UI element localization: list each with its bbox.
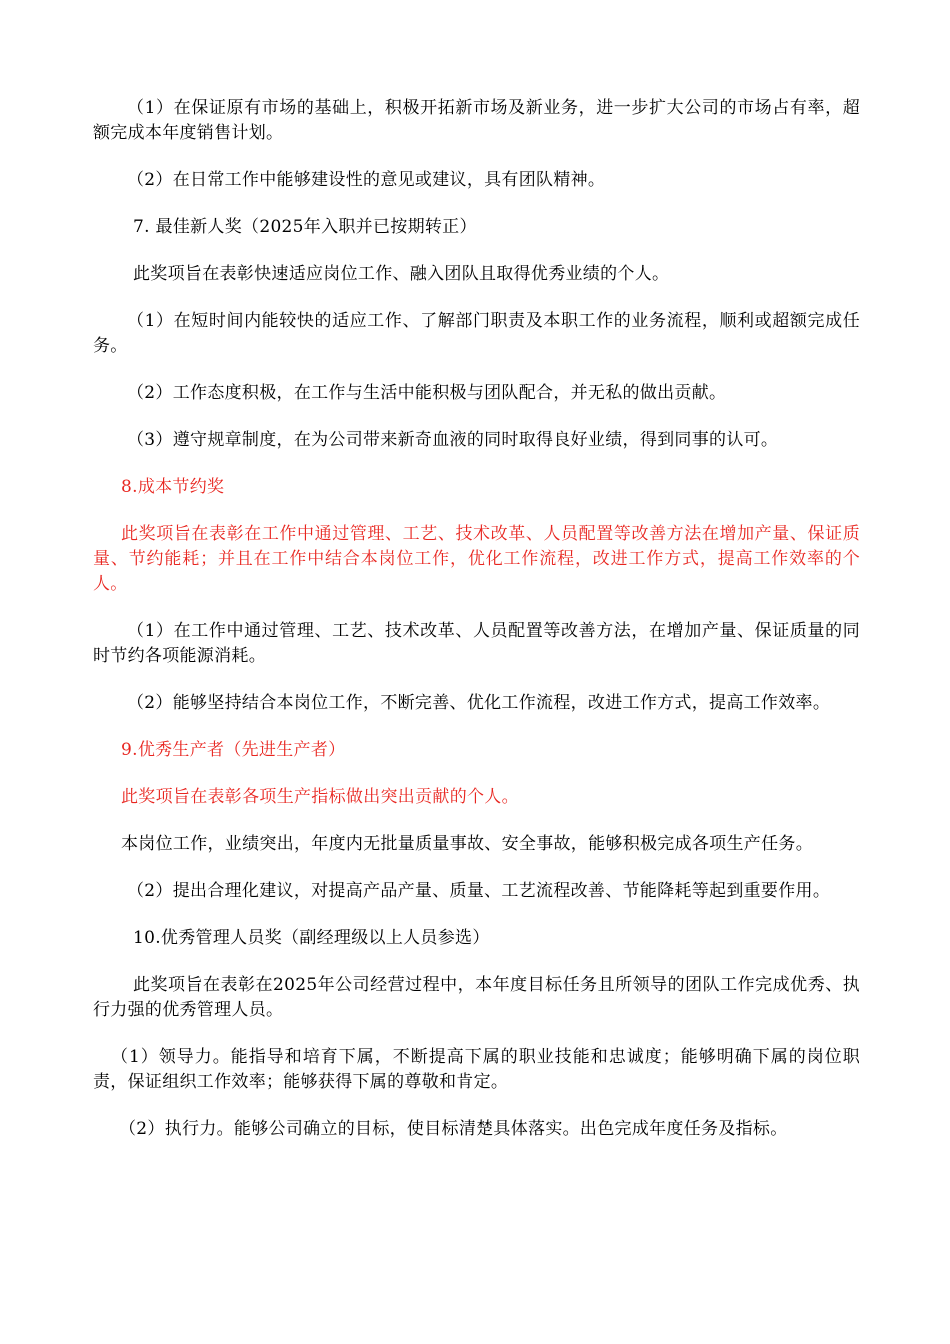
document-page: [93, 96, 860, 1164]
paragraph-cost-saving-criterion-1: （1）在工作中通过管理、工艺、技术改革、人员配置等改善方法，在增加产量、保证质量的同时节约各项能源消耗。: [93, 621, 860, 666]
paragraph-manager-execution: （2）执行力。能够公司确立的目标，使目标清楚具体落实。出色完成年度任务及指标。: [119, 1119, 788, 1139]
paragraph-manager-leadership: （1）领导力。能指导和培育下属，不断提高下属的职业技能和忠诚度；能够明确下属的岗位职责，保证组织工作效率；能够获得下属的尊敬和肯定。: [93, 1047, 860, 1092]
paragraph-best-newcomer-intro: 此奖项旨在表彰快速适应岗位工作、融入团队且取得优秀业绩的个人。: [133, 264, 670, 284]
paragraph-excellent-manager-intro: 此奖项旨在表彰在2025年公司经营过程中，本年度目标任务且所领导的团队工作完成优秀、执行力强的优秀管理人员。: [93, 975, 860, 1020]
heading-best-newcomer-award: 7. 最佳新人奖（2025年入职并已按期转正）: [133, 217, 477, 237]
heading-excellent-producer-award: 9.优秀生产者（先进生产者）: [121, 740, 346, 760]
paragraph-market-expansion: （1）在保证原有市场的基础上，积极开拓新市场及新业务，进一步扩大公司的市场占有率，超额完成本年度销售计划。: [93, 98, 860, 143]
paragraph-producer-criterion-2: （2）提出合理化建议，对提高产品产量、质量、工艺流程改善、节能降耗等起到重要作用。: [127, 881, 831, 901]
heading-cost-saving-award: 8.成本节约奖: [121, 477, 225, 497]
paragraph-producer-criterion-1: 本岗位工作，业绩突出，年度内无批量质量事故、安全事故，能够积极完成各项生产任务。: [121, 834, 813, 854]
paragraph-cost-saving-intro: 此奖项旨在表彰在工作中通过管理、工艺、技术改革、人员配置等改善方法在增加产量、保证质量、节约能耗；并且在工作中结合本岗位工作，优化工作流程，改进工作方式，提高工作效率的个人。: [93, 524, 860, 594]
heading-excellent-manager-award: 10.优秀管理人员奖（副经理级以上人员参选）: [133, 928, 490, 948]
paragraph-team-spirit: （2）在日常工作中能够建设性的意见或建议，具有团队精神。: [127, 170, 606, 190]
paragraph-excellent-producer-intro: 此奖项旨在表彰各项生产指标做出突出贡献的个人。: [121, 787, 519, 807]
paragraph-cost-saving-criterion-2: （2）能够坚持结合本岗位工作，不断完善、优化工作流程，改进工作方式，提高工作效率。: [127, 693, 831, 713]
paragraph-newcomer-criterion-1: （1）在短时间内能较快的适应工作、了解部门职责及本职工作的业务流程，顺利或超额完成任务。: [93, 311, 860, 356]
paragraph-newcomer-criterion-2: （2）工作态度积极，在工作与生活中能积极与团队配合，并无私的做出贡献。: [127, 383, 727, 403]
paragraph-newcomer-criterion-3: （3）遵守规章制度，在为公司带来新奇血液的同时取得良好业绩，得到同事的认可。: [127, 430, 779, 450]
